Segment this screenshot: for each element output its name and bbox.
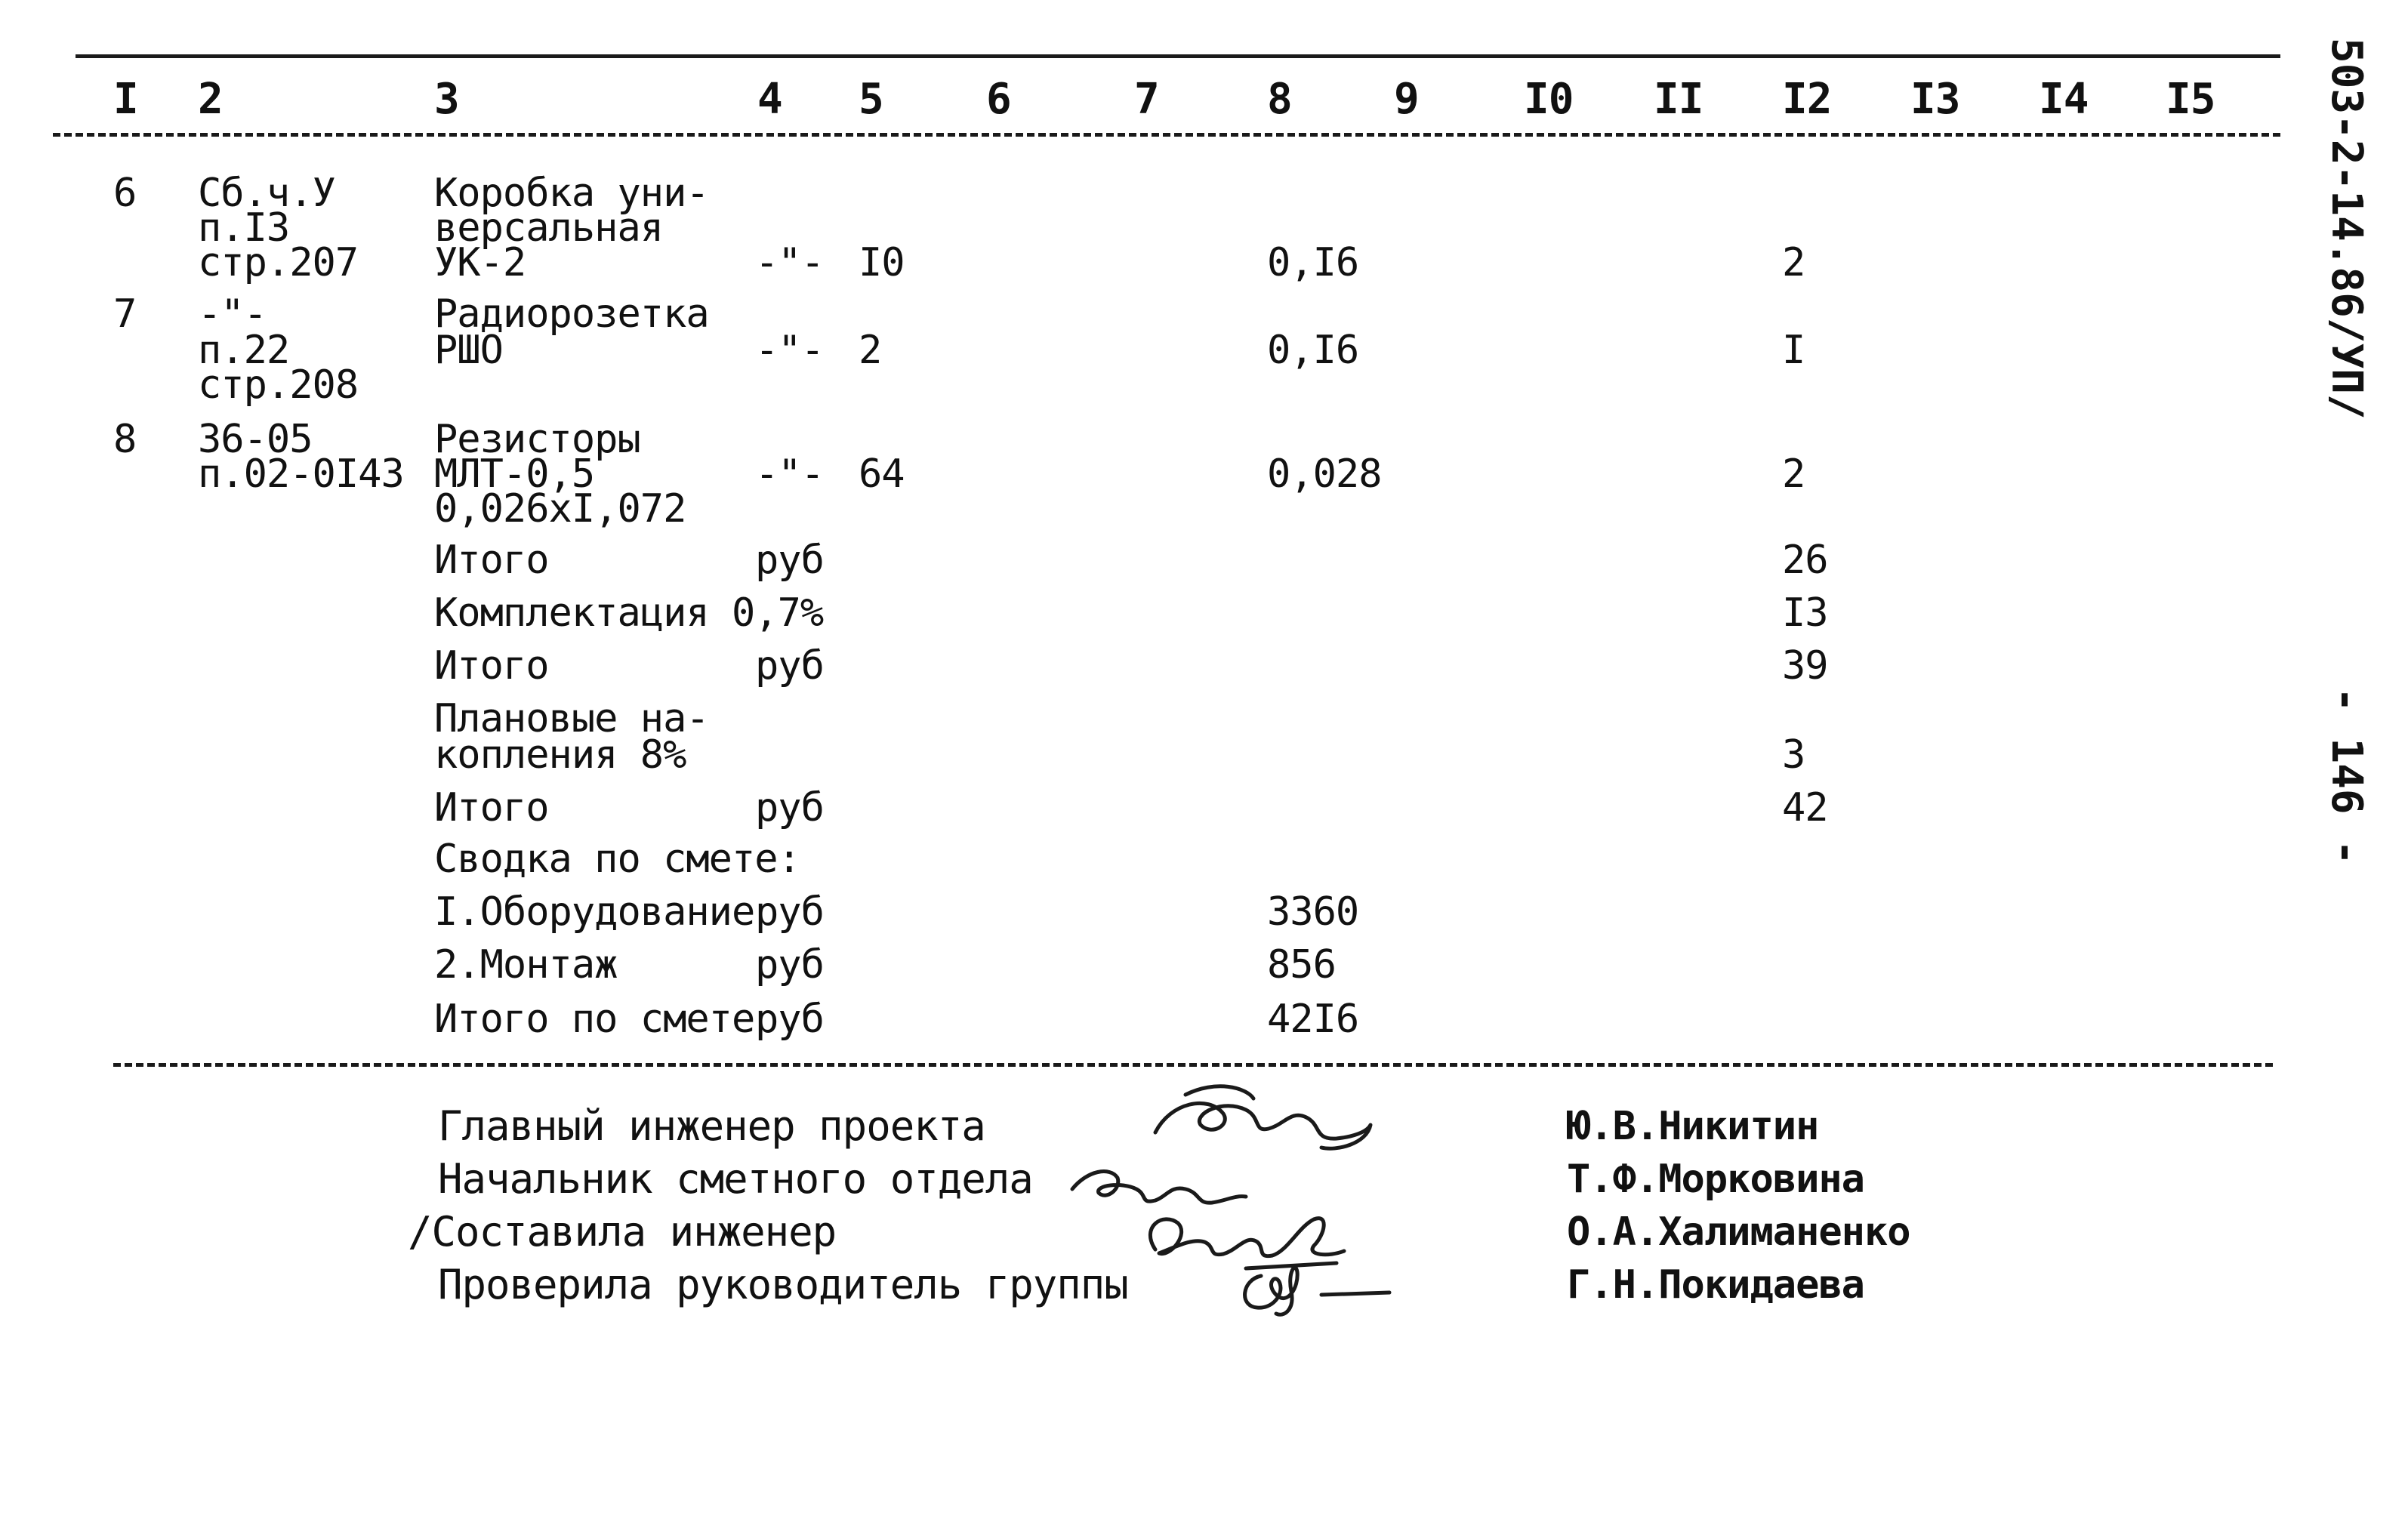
page-number: - 146 - bbox=[2322, 687, 2371, 866]
row-col12-value: 2 bbox=[1782, 451, 1805, 497]
row-ref-line: -"- bbox=[198, 291, 267, 337]
summary-value: 42I6 bbox=[1267, 997, 1359, 1042]
total-unit: руб bbox=[755, 785, 824, 830]
column-header-7: 7 bbox=[1134, 75, 1159, 124]
document-code: 503-2-14.86/УП/ bbox=[2322, 38, 2371, 420]
row-quantity: I0 bbox=[859, 240, 905, 285]
row-name-line: МЛТ-0,5 bbox=[434, 451, 595, 497]
summary-unit: руб bbox=[755, 997, 824, 1042]
total-label: Комплектация 0,7% bbox=[434, 590, 824, 636]
row-col8-value: 0,I6 bbox=[1267, 240, 1359, 285]
signature-role: Проверила руководитель группы bbox=[438, 1261, 1128, 1308]
signature-role: /Составила инженер bbox=[408, 1208, 837, 1256]
column-header-14: I4 bbox=[2039, 75, 2089, 124]
total-label: Итого bbox=[434, 643, 549, 689]
summary-value: 856 bbox=[1267, 942, 1336, 988]
row-name-line: 0,026xI,072 bbox=[434, 486, 686, 532]
column-header-13: I3 bbox=[1910, 75, 1960, 124]
row-unit: -"- bbox=[755, 240, 824, 285]
summary-unit: руб bbox=[755, 942, 824, 988]
header-rule bbox=[53, 133, 2280, 137]
row-col8-value: 0,I6 bbox=[1267, 328, 1359, 373]
row-quantity: 64 bbox=[859, 451, 905, 497]
signature-name: Т.Ф.Морковина bbox=[1567, 1157, 1864, 1202]
row-col12-value: I bbox=[1782, 328, 1805, 373]
signature-name: Ю.В.Никитин bbox=[1567, 1104, 1819, 1149]
total-unit: руб bbox=[755, 643, 824, 689]
handwritten-signature-4 bbox=[1231, 1253, 1404, 1321]
column-header-3: 3 bbox=[434, 75, 459, 124]
column-header-4: 4 bbox=[757, 75, 782, 124]
row-name-line: Радиорозетка bbox=[434, 291, 709, 337]
row-unit: -"- bbox=[755, 328, 824, 373]
handwritten-signature-1 bbox=[1140, 1072, 1382, 1163]
column-header-11: II bbox=[1654, 75, 1703, 124]
row-name-line: версальная bbox=[434, 205, 664, 251]
row-name-line: РШО bbox=[434, 328, 503, 373]
column-header-10: I0 bbox=[1524, 75, 1574, 124]
column-header-1: I bbox=[113, 75, 138, 124]
row-quantity: 2 bbox=[859, 328, 882, 373]
column-header-8: 8 bbox=[1267, 75, 1292, 124]
row-col8-value: 0,028 bbox=[1267, 451, 1382, 497]
total-value: 39 bbox=[1782, 643, 1828, 689]
signature-role: Главный инженер проекта bbox=[438, 1102, 985, 1150]
summary-label: Итого по смете bbox=[434, 997, 755, 1042]
total-label: Плановые на- копления 8% bbox=[434, 696, 709, 778]
total-unit: руб bbox=[755, 538, 824, 583]
row-ref-line: п.02-0I43 bbox=[198, 451, 404, 497]
row-name-line: УК-2 bbox=[434, 240, 526, 285]
row-number: 6 bbox=[113, 171, 137, 216]
row-col12-value: 2 bbox=[1782, 240, 1805, 285]
column-header-15: I5 bbox=[2166, 75, 2215, 124]
row-name-line: Коробка уни- bbox=[434, 171, 709, 216]
column-header-9: 9 bbox=[1394, 75, 1419, 124]
row-number: 8 bbox=[113, 417, 137, 462]
row-name-line: Резисторы bbox=[434, 417, 640, 462]
total-label: Итого bbox=[434, 538, 549, 583]
signature-name: Г.Н.Покидаева bbox=[1567, 1262, 1864, 1308]
total-value: 26 bbox=[1782, 538, 1828, 583]
column-header-6: 6 bbox=[986, 75, 1011, 124]
row-ref-line: п.22 bbox=[198, 328, 290, 373]
row-ref-line: 36-05 bbox=[198, 417, 313, 462]
row-number: 7 bbox=[113, 291, 137, 337]
summary-value: 3360 bbox=[1267, 889, 1359, 935]
signature-role: Начальник сметного отдела bbox=[438, 1155, 1033, 1203]
row-ref-line: п.I3 bbox=[198, 205, 290, 251]
total-value: 3 bbox=[1782, 732, 1805, 778]
signature-name: О.А.Халиманенко bbox=[1567, 1209, 1910, 1255]
summary-label: 2.Монтаж bbox=[434, 942, 618, 988]
total-label: Итого bbox=[434, 785, 549, 830]
top-rule bbox=[76, 54, 2280, 58]
row-ref-line: стр.207 bbox=[198, 240, 359, 285]
summary-heading: Сводка по смете: bbox=[434, 837, 800, 882]
column-header-12: I2 bbox=[1782, 75, 1832, 124]
row-ref-line: стр.208 bbox=[198, 362, 359, 408]
bottom-rule bbox=[113, 1063, 2273, 1067]
column-header-5: 5 bbox=[859, 75, 883, 124]
row-unit: -"- bbox=[755, 451, 824, 497]
row-ref-line: Сб.ч.У bbox=[198, 171, 335, 216]
column-header-2: 2 bbox=[198, 75, 223, 124]
summary-label: I.Оборудование bbox=[434, 889, 755, 935]
summary-unit: руб bbox=[755, 889, 824, 935]
total-value: I3 bbox=[1782, 590, 1828, 636]
total-value: 42 bbox=[1782, 785, 1828, 830]
